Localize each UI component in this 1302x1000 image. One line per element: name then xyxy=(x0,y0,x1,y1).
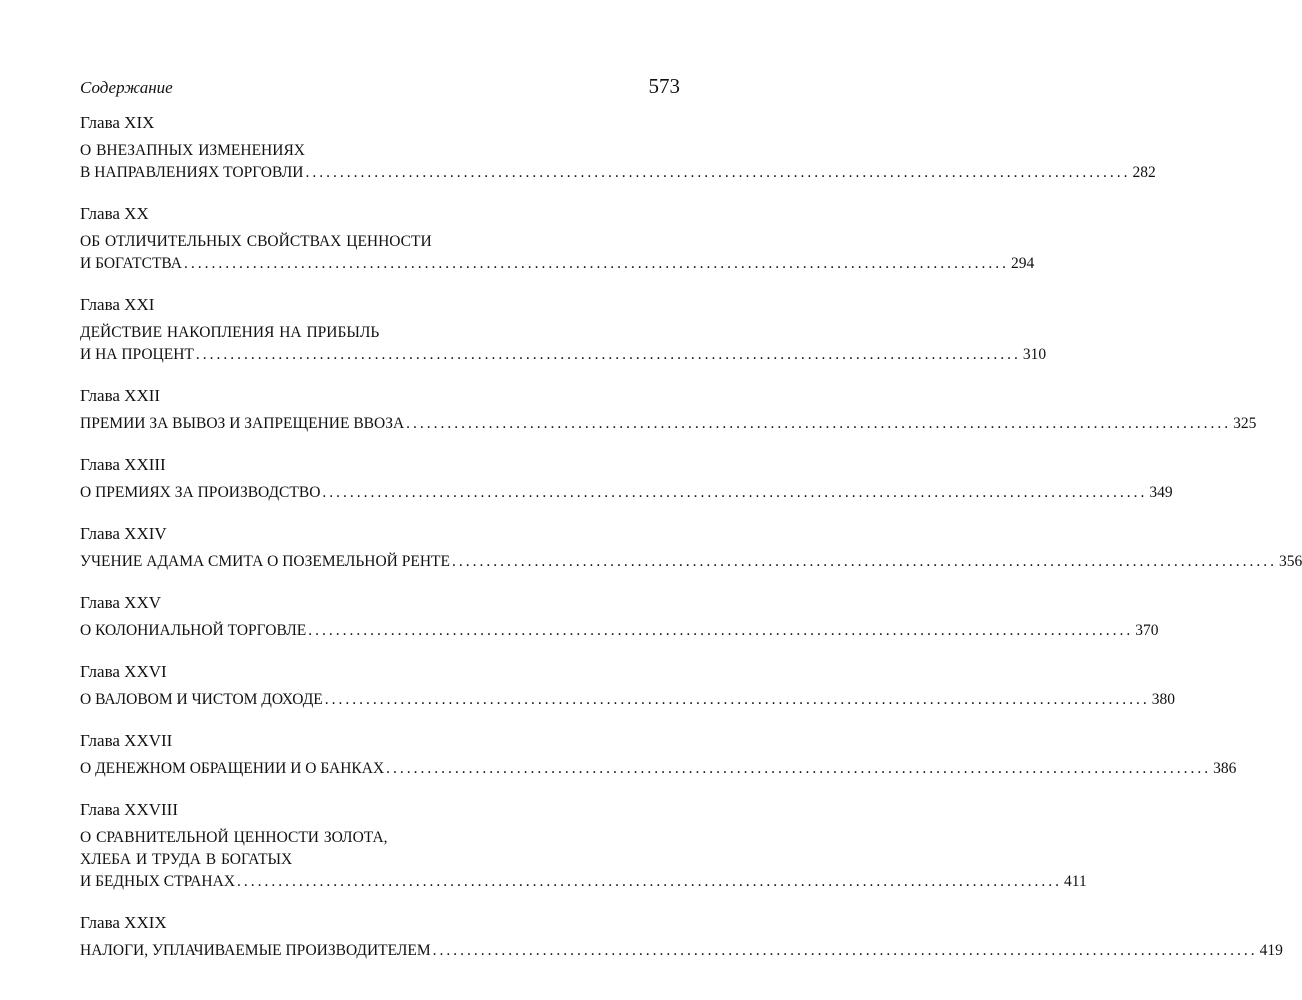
chapter-title-line: О ПРЕМИЯХ ЗА ПРОИЗВОДСТВО xyxy=(80,484,321,501)
toc-entry xyxy=(80,112,1156,184)
toc-entry xyxy=(80,523,1302,573)
toc-page-number: 310 xyxy=(1022,346,1047,363)
toc-leader-line xyxy=(80,551,1302,573)
dot-leader: ........................................................................................................................ xyxy=(451,553,1277,570)
chapter-title-line: И БЕДНЫХ СТРАНАХ xyxy=(80,873,236,890)
dot-leader: ........................................................................................................................ xyxy=(184,255,1009,272)
chapter-title-line: О СРАВНИТЕЛЬНОЙ ЦЕННОСТИ ЗОЛОТА, xyxy=(80,829,388,846)
chapter-title-line: О ВНЕЗАПНЫХ ИЗМЕНЕНИЯХ xyxy=(80,142,305,159)
toc-entry xyxy=(80,661,1175,711)
dot-leader: ........................................................................................................................ xyxy=(308,622,1134,639)
chapter-label: Глава XXV xyxy=(80,593,162,612)
chapter-label: Глава XXVI xyxy=(80,662,167,681)
toc-entry xyxy=(80,799,1087,893)
toc-entry xyxy=(80,294,1047,366)
toc-page-number: 282 xyxy=(1132,164,1156,181)
toc-page-number: 356 xyxy=(1278,553,1302,570)
toc-leader-line xyxy=(80,253,1035,275)
page-number: 573 xyxy=(648,74,680,98)
running-title: Содержание xyxy=(80,78,173,97)
toc-page-number: 294 xyxy=(1011,255,1035,272)
toc-entry xyxy=(80,385,1257,435)
dot-leader: ........................................................................................................................ xyxy=(406,415,1232,432)
toc-entry xyxy=(80,730,1237,780)
chapter-label: Глава XIX xyxy=(80,113,155,132)
chapter-label: Глава XXII xyxy=(80,386,161,405)
dot-leader: ........................................................................................................................ xyxy=(386,760,1212,777)
chapter-label: Глава XXIX xyxy=(80,913,167,932)
toc-page-number: 349 xyxy=(1149,484,1173,501)
chapter-title-line: И НА ПРОЦЕНТ xyxy=(80,346,194,363)
dot-leader: ........................................................................................................................ xyxy=(324,691,1150,708)
dot-leader: ........................................................................................................................ xyxy=(432,942,1258,959)
chapter-label: Глава XXIII xyxy=(80,455,166,474)
chapter-title-line: ДЕЙСТВИЕ НАКОПЛЕНИЯ НА ПРИБЫЛЬ xyxy=(80,324,380,341)
chapter-title-line: О КОЛОНИАЛЬНОЙ ТОРГОВЛЕ xyxy=(80,622,307,639)
toc-leader-line xyxy=(80,620,1159,642)
chapter-title-line: НАЛОГИ, УПЛАЧИВАЕМЫЕ ПРОИЗВОДИТЕЛЕМ xyxy=(80,942,431,959)
chapter-title-line: УЧЕНИЕ АДАМА СМИТА О ПОЗЕМЕЛЬНОЙ РЕНТЕ xyxy=(80,553,450,570)
toc-leader-line xyxy=(80,871,1087,893)
dot-leader: ........................................................................................................................ xyxy=(305,164,1131,181)
chapter-label: Глава XXVIII xyxy=(80,800,178,819)
chapter-title-line: О ВАЛОВОМ И ЧИСТОМ ДОХОДЕ xyxy=(80,691,323,708)
toc-page-number: 370 xyxy=(1135,622,1159,639)
toc-entry xyxy=(80,454,1173,504)
toc-leader-line xyxy=(80,689,1175,711)
toc-page-number: 380 xyxy=(1151,691,1175,708)
toc-page-number: 325 xyxy=(1233,415,1257,432)
toc-leader-line xyxy=(80,482,1173,504)
toc-entry xyxy=(80,592,1159,642)
toc-page-number: 411 xyxy=(1064,873,1087,890)
page-header xyxy=(80,74,680,100)
toc-leader-line xyxy=(80,758,1237,780)
chapter-title-line: ХЛЕБА И ТРУДА В БОГАТЫХ xyxy=(80,851,293,868)
chapter-title-line: В НАПРАВЛЕНИЯХ ТОРГОВЛИ xyxy=(80,164,304,181)
chapter-title-line: И БОГАТСТВА xyxy=(80,255,182,272)
toc-leader-line xyxy=(80,940,1283,962)
dot-leader: ........................................................................................................................ xyxy=(237,873,1063,890)
table-of-contents xyxy=(80,112,1302,981)
dot-leader: ........................................................................................................................ xyxy=(322,484,1148,501)
toc-page-number: 386 xyxy=(1213,760,1237,777)
toc-leader-line xyxy=(80,344,1047,366)
dot-leader: ........................................................................................................................ xyxy=(195,346,1021,363)
chapter-label: Глава XX xyxy=(80,204,149,223)
toc-entry xyxy=(80,203,1035,275)
chapter-title-line: ПРЕМИИ ЗА ВЫВОЗ И ЗАПРЕЩЕНИЕ ВВОЗА xyxy=(80,415,405,432)
toc-leader-line xyxy=(80,413,1257,435)
chapter-title-line: О ДЕНЕЖНОМ ОБРАЩЕНИИ И О БАНКАХ xyxy=(80,760,385,777)
chapter-label: Глава XXI xyxy=(80,295,155,314)
toc-page-number: 419 xyxy=(1259,942,1283,959)
toc-leader-line xyxy=(80,162,1156,184)
chapter-label: Глава XXVII xyxy=(80,731,173,750)
chapter-title-line: ОБ ОТЛИЧИТЕЛЬНЫХ СВОЙСТВАХ ЦЕННОСТИ xyxy=(80,233,432,250)
chapter-label: Глава XXIV xyxy=(80,524,167,543)
toc-entry xyxy=(80,912,1283,962)
